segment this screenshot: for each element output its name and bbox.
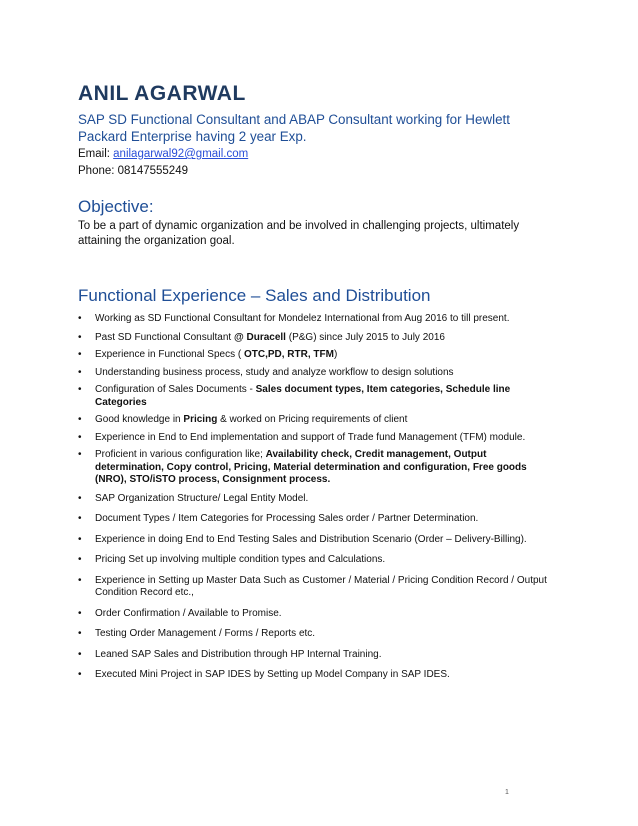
item-text: & worked on Pricing requirements of client — [217, 414, 408, 425]
item-text: SAP Organization Structure/ Legal Entity Model. — [95, 492, 309, 504]
item-text: Pricing Set up involving multiple condition types and Calculations. — [95, 554, 386, 565]
experience-list — [78, 313, 553, 682]
experience-item — [78, 313, 553, 326]
bullet-icon: • — [78, 554, 82, 565]
bullet-icon: • — [78, 574, 82, 586]
bullet-icon: • — [78, 414, 82, 425]
bold-text: Sales document types, Item categories, Schedule line Categories — [95, 384, 511, 408]
experience-item — [78, 608, 553, 621]
email-link[interactable]: anilagarwal92@gmail.com — [113, 148, 249, 160]
experience-item — [78, 367, 553, 380]
bullet-icon: • — [78, 513, 82, 524]
email-label: Email: — [78, 148, 114, 160]
item-text: Document Types / Item Categories for Processing Sales order / Partner Determination. — [95, 513, 479, 524]
experience-item — [78, 432, 553, 445]
item-text: Experience in doing End to End Testing Sales and Distribution Scenario (Order – Delivery-Billing). — [95, 533, 527, 545]
experience-item — [78, 575, 553, 600]
bullet-icon: • — [78, 449, 82, 460]
bullet-icon: • — [78, 384, 82, 395]
bullet-icon: • — [78, 331, 82, 343]
experience-item — [78, 628, 553, 641]
experience-item — [78, 649, 553, 662]
experience-item — [78, 349, 553, 362]
bold-text: Availability check, Credit management, Output determination, Copy control, Pricing, Material determination and configuration, Free goods (NRO), STO/iSTO process, Consignment process. — [95, 449, 527, 485]
experience-item — [78, 513, 553, 526]
bullet-icon: • — [78, 533, 82, 545]
objective-heading: Objective: — [78, 197, 154, 216]
experience-item — [78, 554, 553, 567]
candidate-name: ANIL AGARWAL — [78, 82, 246, 105]
bullet-icon: • — [78, 648, 82, 660]
bullet-icon: • — [78, 669, 82, 680]
experience-item — [78, 493, 553, 506]
objective-text: To be a part of dynamic organization and be involved in challenging projects, ultimately attaining the organization goal. — [78, 220, 520, 247]
item-text: Past SD Functional Consultant — [95, 331, 234, 343]
item-text: Proficient in various configuration like; — [95, 449, 266, 460]
item-text: Good knowledge in — [95, 414, 184, 425]
page-number: 1 — [505, 789, 509, 796]
experience-item — [78, 534, 553, 547]
bold-text: Pricing — [183, 414, 218, 425]
bullet-icon: • — [78, 431, 82, 443]
item-text: Experience in Setting up Master Data Such as Customer / Material / Pricing Condition Record / Output Condition Record etc., — [95, 574, 547, 598]
experience-item — [78, 669, 553, 682]
bullet-icon: • — [78, 628, 82, 639]
email-line — [78, 148, 248, 160]
item-text: ) — [333, 349, 338, 360]
item-text: Configuration of Sales Documents - — [95, 384, 256, 395]
experience-item — [78, 384, 553, 409]
item-text: Testing Order Management / Forms / Reports etc. — [95, 628, 316, 639]
item-text: Executed Mini Project in SAP IDES by Setting up Model Company in SAP IDES. — [95, 669, 450, 680]
bullet-icon: • — [78, 313, 82, 324]
item-text: Understanding business process, study and analyze workflow to design solutions — [95, 366, 454, 378]
phone-line: Phone: 08147555249 — [78, 165, 188, 177]
bold-text: @ Duracell — [233, 331, 286, 343]
bullet-icon: • — [78, 492, 82, 504]
item-text: Leaned SAP Sales and Distribution through HP Internal Training. — [95, 648, 382, 660]
item-text: Experience in Functional Specs ( — [95, 349, 244, 360]
experience-item — [78, 414, 553, 427]
item-text: Working as SD Functional Consultant for Mondelez International from Aug 2016 to till present. — [95, 313, 510, 324]
item-text: Order Confirmation / Available to Promise. — [95, 607, 282, 619]
item-text: Experience in End to End implementation and support of Trade fund Management (TFM) module. — [95, 431, 526, 443]
bold-text: OTC,PD, RTR, TFM — [243, 349, 334, 360]
bullet-icon: • — [78, 607, 82, 619]
experience-item — [78, 449, 553, 487]
bullet-icon: • — [78, 366, 82, 378]
item-text: (P&G) since July 2015 to July 2016 — [285, 331, 445, 343]
experience-item — [78, 332, 553, 345]
headline: SAP SD Functional Consultant and ABAP Consultant working for Hewlett Packard Enterprise having 2 year Exp. — [78, 112, 510, 144]
experience-heading: Functional Experience – Sales and Distribution — [78, 286, 431, 305]
bullet-icon: • — [78, 349, 82, 360]
